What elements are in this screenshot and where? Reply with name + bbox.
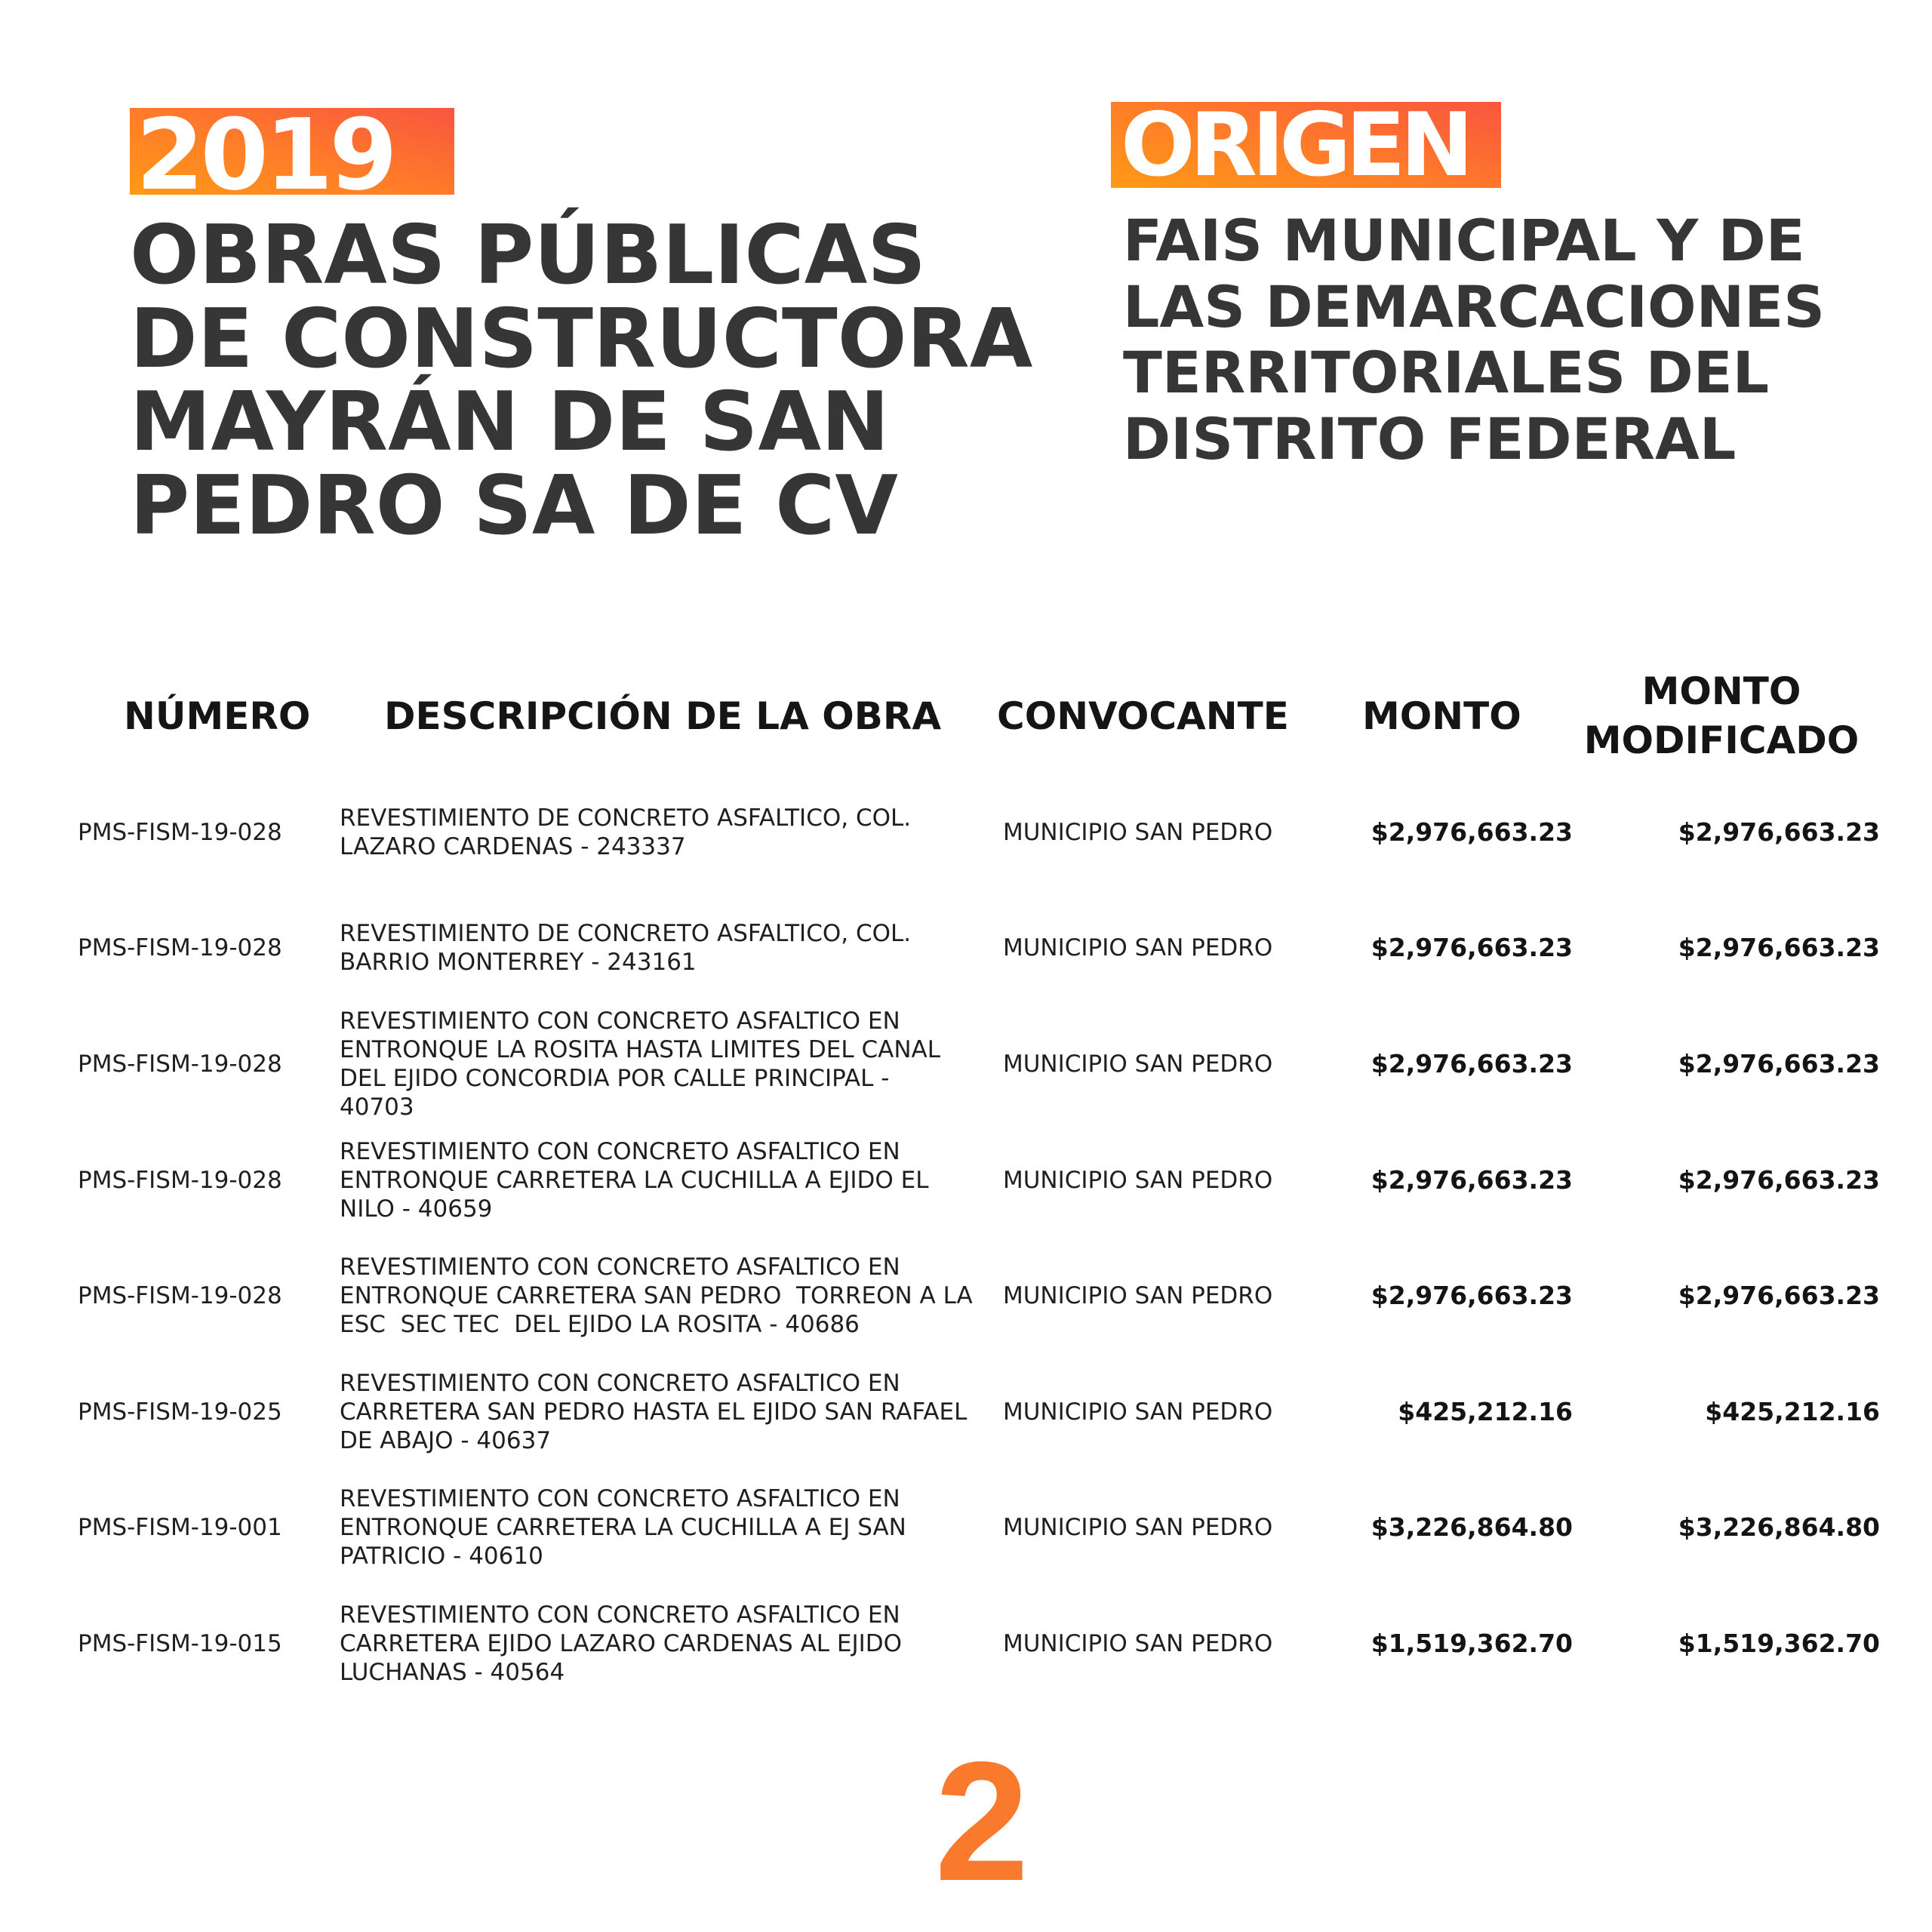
cell-descripcion: REVESTIMIENTO CON CONCRETO ASFALTICO EN ENTRONQUE CARRETERA LA CUCHILLA A EJ SAN PATRICIO - 40610 (340, 1485, 906, 1571)
origin-description: FAIS MUNICIPAL Y DE LAS DEMARCACIONES TERRITORIALES DEL DISTRITO FEDERAL (1123, 207, 1825, 472)
cell-numero: PMS-FISM-19-028 (78, 1282, 282, 1310)
page-number: 2 (934, 1726, 1029, 1916)
cell-monto: $425,212.16 (1398, 1396, 1573, 1426)
cell-descripcion: REVESTIMIENTO DE CONCRETO ASFALTICO, COL. LAZARO CARDENAS - 243337 (340, 804, 912, 860)
cell-descripcion: REVESTIMIENTO CON CONCRETO ASFALTICO EN CARRETERA EJIDO LAZARO CARDENAS AL EJIDO LUCHANAS - 40564 (340, 1601, 903, 1686)
cell-numero: PMS-FISM-19-001 (78, 1514, 282, 1542)
cell-convocante: MUNICIPIO SAN PEDRO (1003, 1050, 1273, 1078)
table-row (0, 1354, 1932, 1470)
table-row (0, 1470, 1932, 1586)
table-row (0, 1006, 1932, 1122)
cell-monto-modificado: $2,976,663.23 (1678, 1164, 1880, 1195)
table-row (0, 774, 1932, 891)
cell-descripcion: REVESTIMIENTO CON CONCRETO ASFALTICO EN CARRETERA SAN PEDRO HASTA EL EJIDO SAN RAFAEL DE ABAJO - 40637 (340, 1369, 968, 1454)
cell-monto: $2,976,663.23 (1371, 817, 1573, 847)
year-label: 2019 (136, 97, 394, 212)
origin-badge (1111, 94, 1501, 196)
cell-convocante: MUNICIPIO SAN PEDRO (1003, 818, 1273, 846)
page-title: OBRAS PÚBLICAS DE CONSTRUCTORA MAYRÁN DE SAN PEDRO SA DE CV (130, 208, 1033, 553)
cell-monto: $2,976,663.23 (1371, 1048, 1573, 1078)
cell-monto-modificado: $2,976,663.23 (1678, 1048, 1880, 1078)
cell-monto: $2,976,663.23 (1371, 933, 1573, 963)
cell-numero: PMS-FISM-19-028 (78, 1166, 282, 1194)
origin-label: ORIGEN (1121, 94, 1469, 196)
cell-monto-modificado: $3,226,864.80 (1678, 1512, 1880, 1543)
cell-numero: PMS-FISM-19-015 (78, 1629, 282, 1657)
cell-descripcion: REVESTIMIENTO CON CONCRETO ASFALTICO EN ENTRONQUE LA ROSITA HASTA LIMITES DEL CANAL DEL EJIDO CONCORDIA POR CALLE PRINCIPAL - 40703 (340, 1007, 941, 1121)
column-header-convocante: CONVOCANTE (997, 694, 1289, 738)
cell-monto-modificado: $2,976,663.23 (1678, 933, 1880, 963)
cell-monto: $2,976,663.23 (1371, 1164, 1573, 1195)
cell-monto-modificado: $2,976,663.23 (1678, 817, 1880, 847)
table-row (0, 1586, 1932, 1702)
cell-convocante: MUNICIPIO SAN PEDRO (1003, 1398, 1273, 1426)
cell-convocante: MUNICIPIO SAN PEDRO (1003, 1282, 1273, 1310)
year-badge (130, 97, 454, 212)
table-row (0, 1122, 1932, 1238)
cell-monto: $3,226,864.80 (1371, 1512, 1573, 1543)
cell-descripcion: REVESTIMIENTO CON CONCRETO ASFALTICO EN ENTRONQUE CARRETERA SAN PEDRO TORREON A LA ESC SEC TEC DEL EJIDO LA ROSITA - 40686 (340, 1254, 973, 1339)
cell-convocante: MUNICIPIO SAN PEDRO (1003, 934, 1273, 962)
cell-monto-modificado: $1,519,362.70 (1678, 1628, 1880, 1658)
column-header-numero: NÚMERO (124, 694, 311, 738)
cell-numero: PMS-FISM-19-028 (78, 1050, 282, 1078)
table-row (0, 1238, 1932, 1354)
cell-convocante: MUNICIPIO SAN PEDRO (1003, 1629, 1273, 1657)
cell-monto: $1,519,362.70 (1371, 1628, 1573, 1658)
cell-numero: PMS-FISM-19-025 (78, 1398, 282, 1426)
column-header-monto: MONTO (1362, 694, 1521, 738)
cell-monto-modificado: $2,976,663.23 (1678, 1281, 1880, 1311)
table-row (0, 891, 1932, 1007)
cell-descripcion: REVESTIMIENTO CON CONCRETO ASFALTICO EN ENTRONQUE CARRETERA LA CUCHILLA A EJIDO EL NILO - 40659 (340, 1137, 929, 1223)
column-header-descripcion: DESCRIPCIÓN DE LA OBRA (384, 694, 942, 738)
cell-descripcion: REVESTIMIENTO DE CONCRETO ASFALTICO, COL. BARRIO MONTERREY - 243161 (340, 920, 912, 977)
column-header-monto-modificado: MONTO MODIFICADO (1583, 669, 1860, 762)
cell-monto: $2,976,663.23 (1371, 1281, 1573, 1311)
cell-convocante: MUNICIPIO SAN PEDRO (1003, 1166, 1273, 1194)
cell-monto-modificado: $425,212.16 (1705, 1396, 1880, 1426)
cell-convocante: MUNICIPIO SAN PEDRO (1003, 1514, 1273, 1542)
cell-numero: PMS-FISM-19-028 (78, 818, 282, 846)
cell-numero: PMS-FISM-19-028 (78, 934, 282, 962)
